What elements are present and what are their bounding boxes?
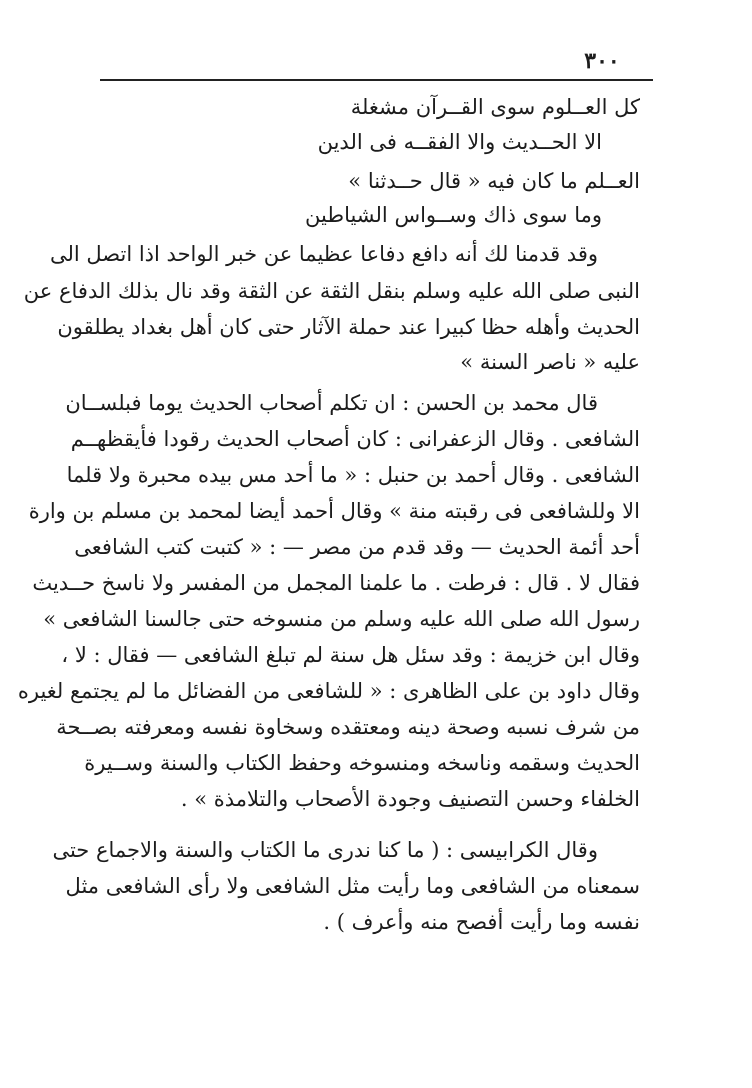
para1-line-1: وقد قدمنا لك أنه دافع دفاعا عظيما عن خبر الواحد اذا اتصل الى [49, 242, 598, 266]
para2-line-8: وقال ابن خزيمة : وقد سئل هل سنة لم تبلغ الشافعى — فقال : لا ، [61, 643, 640, 667]
header-rule [100, 79, 653, 81]
para2-line-6: فقال لا . قال : فرطت . ما علمنا المجمل من المفسر ولا ناسخ حــديث [32, 571, 640, 595]
poem-line-2: الا الحــديث والا الفقــه فى الدين [317, 130, 602, 154]
poem-line-4: وما سوى ذاك وســواس الشياطين [305, 203, 602, 227]
poem-line-1: كل العــلوم سوى القــرآن مشغلة [350, 95, 640, 119]
para2-line-9: وقال داود بن على الظاهرى : « للشافعى من الفضائل ما لم يجتمع لغيره [17, 679, 640, 703]
para3-line-2: سمعناه من الشافعى وما رأيت مثل الشافعى ولا رأى الشافعى مثل [65, 874, 640, 898]
para2-line-5: أحد أئمة الحديث — وقد قدم من مصر — : « كتبت كتب الشافعى [74, 535, 640, 559]
para2-line-2: الشافعى . وقال الزعفرانى : كان أصحاب الحديث رقودا فأيقظهــم [70, 427, 640, 451]
para2-line-1: قال محمد بن الحسن : ان تكلم أصحاب الحديث يوما فبلســان [65, 391, 598, 415]
para2-line-3: الشافعى . وقال أحمد بن حنبل : « ما أحد مس بيده محبرة ولا قلما [66, 463, 640, 487]
para1-line-3: الحديث وأهله حظا كبيرا عند حملة الآثار حتى كان أهل بغداد يطلقون [57, 315, 640, 339]
para3-line-1: وقال الكرابيسى : ( ما كنا ندرى ما الكتاب والسنة والاجماع حتى [52, 838, 598, 862]
page-number: ٣٠٠ [584, 48, 620, 74]
para1-line-4: عليه « ناصر السنة » [460, 350, 640, 374]
para2-line-11: الحديث وسقمه وناسخه ومنسوخه وحفظ الكتاب والسنة وســيرة [84, 751, 640, 775]
para2-line-4: الا وللشافعى فى رقبته منة » وقال أحمد أيضا لمحمد بن مسلم بن وارة [28, 499, 640, 523]
para2-line-12: الخلفاء وحسن التصنيف وجودة الأصحاب والتلامذة » . [180, 787, 640, 811]
para1-line-2: النبى صلى الله عليه وسلم بنقل الثقة عن الثقة وقد نال بذلك الدفاع عن [23, 279, 640, 303]
poem-line-3: العــلم ما كان فيه « قال حــدثنا » [348, 169, 640, 193]
para3-line-3: نفسه وما رأيت أفصح منه وأعرف ) . [323, 910, 640, 934]
para2-line-7: رسول الله صلى الله عليه وسلم من منسوخه حتى جالسنا الشافعى » [43, 607, 640, 631]
para2-line-10: من شرف نسبه وصحة دينه ومعتقده وسخاوة نفسه ومعرفته بصــحة [56, 715, 640, 739]
